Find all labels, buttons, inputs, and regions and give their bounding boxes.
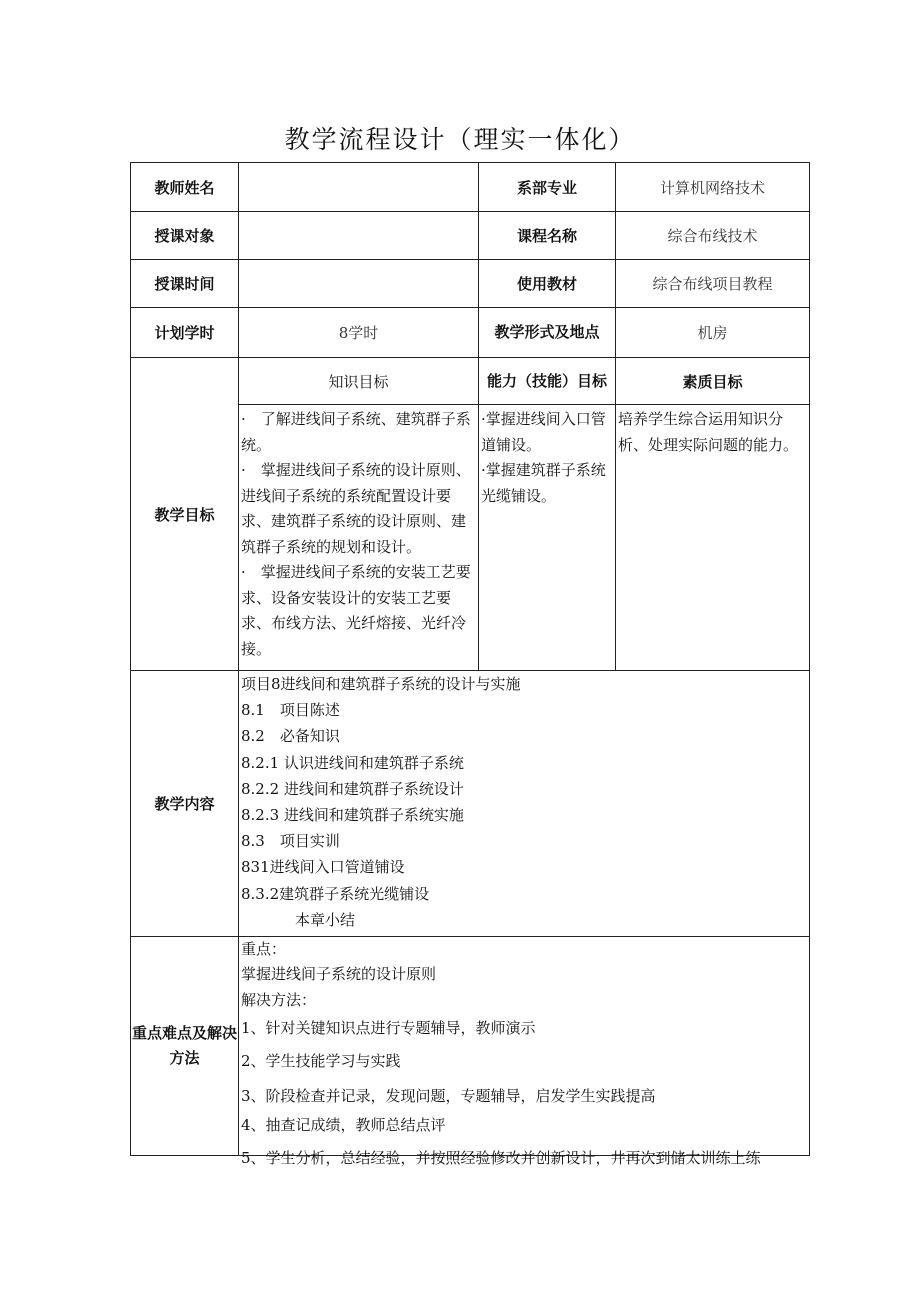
difficulty-line: 1、针对关键知识点进行专题辅导，教师演示 — [241, 1019, 536, 1037]
row-goal-headers — [131, 358, 810, 405]
goals-label: 教学目标 — [131, 358, 239, 671]
dept-value[interactable]: 计算机网络技术 — [616, 163, 810, 212]
content-line: 项目8进线间和建筑群子系统的设计与实施 — [241, 675, 521, 693]
difficulty-line: 重点： — [241, 940, 287, 958]
difficulty-line: 5、学生分析，总结经验，并按照经验修改并创新设计，井再次到储太训练上练 — [241, 1149, 761, 1167]
time-value[interactable] — [239, 260, 479, 308]
content-line: 831进线间入口管道铺设 — [241, 858, 405, 877]
content-line: 8.3.2建筑群子系统光缆铺设 — [241, 884, 430, 903]
difficulty-line: 3、阶段检查并记录，发现问题，专题辅导，启发学生实践提高 — [241, 1087, 656, 1105]
difficulty-line: 4、抽查记成绩，教师总结点评 — [241, 1116, 446, 1134]
form-label: 教学形式及地点 — [479, 308, 616, 358]
content-line: 8.2.3 进线间和建筑群子系统实施 — [241, 806, 464, 825]
course-value[interactable]: 综合布线技术 — [616, 212, 810, 260]
hours-label: 计划学时 — [131, 308, 239, 358]
row-difficulty — [131, 937, 810, 1156]
row-hours — [131, 308, 810, 358]
course-label: 课程名称 — [479, 212, 616, 260]
difficulty-line: 2、学生技能学习与实践 — [241, 1052, 401, 1070]
dept-label: 系部专业 — [479, 163, 616, 212]
knowledge-goal-text: · 了解进线间子系统、建筑群子系统。 · 掌握进线间子系统的设计原则、进线间子系统的系统配置设计要求、建筑群子系统的设计原则、建筑群子系统的规划和设计。 · 掌握进线间子系统的安装工艺要求、设备安装设计的安装工艺要求、布线方法、光纤熔接、光纤冷接。 — [241, 410, 471, 658]
content-line: 8.3 项目实训 — [241, 832, 340, 851]
row-audience — [131, 212, 810, 260]
row-content — [131, 671, 810, 937]
hours-value[interactable]: 8学时 — [239, 308, 479, 358]
lesson-plan-table — [130, 162, 810, 1167]
difficulty-line: 解决方法： — [241, 991, 317, 1009]
difficulty-line: 掌握进线间子系统的设计原则 — [241, 965, 437, 983]
knowledge-goal-header: 知识目标 — [239, 358, 479, 405]
row-time — [131, 260, 810, 308]
content-line: 8.2 必备知识 — [241, 727, 340, 746]
content-line: 本章小结 — [295, 910, 356, 929]
time-label: 授课时间 — [131, 260, 239, 308]
teacher-label: 教师姓名 — [131, 163, 239, 212]
textbook-label: 使用教材 — [479, 260, 616, 308]
ability-goal-header: 能力（技能）目标 — [479, 358, 616, 405]
form-value[interactable]: 机房 — [616, 308, 810, 358]
audience-label: 授课对象 — [131, 212, 239, 260]
content-line: 8.1 项目陈述 — [241, 701, 340, 720]
audience-value[interactable] — [239, 212, 479, 260]
content-line: 8.2.1 认识进线间和建筑群子系统 — [241, 753, 464, 772]
teacher-value[interactable] — [239, 163, 479, 212]
difficulty-label: 重点难点及解决方法 — [131, 937, 239, 1156]
row-teacher — [131, 163, 810, 212]
page-title: 教学流程设计（理实一体化） — [284, 125, 636, 154]
textbook-value[interactable]: 综合布线项目教程 — [616, 260, 810, 308]
content-label: 教学内容 — [131, 671, 239, 937]
content-line: 8.2.2 进线间和建筑群子系统设计 — [241, 779, 464, 798]
ability-goal-text: ·掌握进线间入口管道铺设。 ·掌握建筑群子系统光缆铺设。 — [481, 410, 606, 505]
quality-goal-text: 培养学生综合运用知识分析、处理实际问题的能力。 — [618, 410, 799, 454]
quality-goal-header: 素质目标 — [616, 358, 810, 405]
